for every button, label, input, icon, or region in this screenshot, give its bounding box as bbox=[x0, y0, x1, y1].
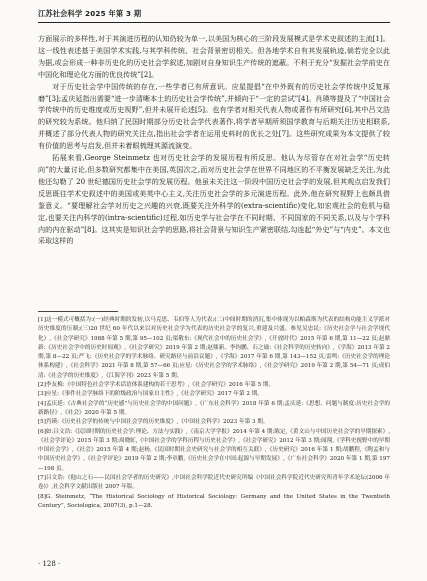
footnote: [2]李友梅:《中国特色社会学学术话语体系建构的若干思考》,《社会学研究》2016 年第 5 期。 bbox=[38, 382, 275, 389]
document-page bbox=[38, 0, 390, 581]
footnote: [3]应星:《事件社会学脉络下的阶级政治与国家自主性》,《社会学研究》2017 年第 2 期。 bbox=[38, 391, 263, 398]
footnote-rule bbox=[38, 311, 118, 312]
body-text bbox=[38, 33, 390, 247]
footnote: [6]如:吕文浩:《民国时期的历史社会学:理论、方法与实践》,《南京大学学报》2014 年第 4 期;陈定,《黄文山与中国历史社会学的早期探索》,《社会学评论》2015 年第 3 期;周晓虹,《中国社会学的学科历程与历史社会学》,《社会学研究》2012 年第 3 期;闻翔,《学科史视野中的早期中国社会学》,《社会》2015 年第 4 期;赵杨,《民国时期社会史研究与社会学的相互关联》,《历史研究》2016 年第 1 期;胡鹏程,《陶孟和与中国历史社会学》,《社会学评论》2019 年第 2 期;李章鹏,《历史社会学在中国:起源与早期发展》,《广东社会科学》2020 年第 1 期,第 197—198 页。 bbox=[38, 428, 390, 472]
footnote: [4]孟庆延:《古典社会学的“历史感”与历史社会学的中国问题》,《广东社会科学》2018 年第 6 期;孟庆延:《思想、问题与制度:历史社会学的新路径》,《社会》2020 年第 5 期。 bbox=[38, 400, 390, 416]
body-paragraph: 拓展来看,George Steinmetz 也对历史社会学的发展历程有所反思。他认为尽管存在对社会学“历史转向”的大量讨论,但多数研究都集中在美国,英国次之,而对历史社会学在世界不同地区的不平衡发展缺乏关注,为此他还勾勒了 20 世纪德国历史社会学的发展历程。他虽未关注这一阶段中国历史社会学的发展,但其观点启发我们反思既往学术史叙述中的美国或美英中心主义,关注历史社会学的多元演进历程。此外,他在研究视野上也颇具借鉴意义。“要理解社会学对历史之兴趣的兴衰,既要关注外科学的(extra-scientific)变化,如宏观社会的危机与稳定,也要关注内科学的(intra-scientific)过程,如历史学与社会学在不同时期、不同国家的不同关系,以及与个学科内的内在驱动”[8]。这其实是知识社会学的思路,将社会背景与知识生产紧密联结,勾连起“外史”与“内史”。本文也采取这样的 bbox=[38, 153, 390, 246]
footnote: [1]这一模式可概括为:(一)经典时期的发轫,以马克思、韦伯等人为代表;(二)中间时期的消沉,集中体现为以帕森斯为代表的结构功能主义学派对历史维度的压制;(三)20 世纪 60 年代以来以对历史社会学为代表的历史社会学的复兴,重建及兴盛。参见吴忠民:《历史社会学与社会学现代化》,《社会学研究》1988 年第 5 期,第 95—102 页;渠敬东:《现代社会中的历史社会学》,《开放时代》2015 年第 6 期,第 11—22 页;赵鼎新:《历史社会学中的历史时间观》,《社会学研究》2019 年第 2 期;赵鼎新、李钧鹏、石之瑜:《社会科学的历史转向》,《学海》2013 年第 2 期,第 8—22 页;严飞:《历史社会学的学术脉络、研究路径与前沿议题》,《学海》2017 年第 6 期,第 143—152 页;雷鸣:《历史社会学的理论体系构建》,《社会科学》2021 年第 8 期,第 57—66 页;应星:《历史社会学的学术脉络》,《社会学研究》2019 年第 2 期,第 54—71 页;成伯清:《社会学的历史维度》,《江海学刊》2023 年第 5 期。 bbox=[38, 317, 390, 379]
footnote: [7]吕文浩:《他山之石——民国社会学者的历史研究》,中国社会科学院近代史研究所编《中国社会科学院近代史研究所青年学术论坛(2006 年卷)》,社会科学文献出版社 2007 年版。 bbox=[38, 475, 390, 491]
footnotes bbox=[38, 316, 390, 511]
footnote: [5]肖瑛:《历史社会学的传统与中国社会学的历史维度》,《中国社会科学》2023 年第 3 期。 bbox=[38, 419, 269, 426]
body-paragraph: 方面展示的多样性,对于其演进历程的认知仍较为单一,以美国为核心的三阶段发展模式是学术史叙述的主流[1]。这一线性表述基于美国学术实践,与其学科传统、社会背景密切相关。但各地学术自有其发展轨迹,倘若完全以此为据,或会形成一种非历史化的历史社会学叙述,加剧对自身知识生产传统的遮蔽。不利于充分“发掘社会学前史在中国化和理论化方面的优良传统”[2]。 bbox=[38, 34, 390, 79]
body-paragraph: 对于历史社会学中国传统的存在,一些学者已有所意识。应星提倡“在中外既有的历史社会学传统中反复琢磨”[3];孟庆延指出需要“进一步清晰本土的历史社会学传统”,并倾向于“一定的尝试”[4]。肖瑛等提及了“中国社会学传统中的历史维度或历史视野”,但并未展开论述[5]。也有学者对相关代表人物或著作有所研究[6],其中吕文浩的研究较为系统。他归纳了民国时期部分历史社会学代表著作,将学者早期所须国学教育与后期关注历史相联系,并概述了部分代表人物的研究关注点,指出社会学者在运用史料时的优长之处[7]。这些研究成果为本文提供了较有价值的思考与启发,但并未着眼梳理其源流演变。 bbox=[38, 81, 390, 151]
footnote: [8]G. Steinmetz, “The Historical Sociology of Historical Sociology: Germany and the United States in the Twentieth Century”, Sociologica, 2007(3), p.1—28. bbox=[38, 493, 390, 509]
running-header: 江苏社会科学 2025 年第 3 期 bbox=[38, 9, 390, 23]
page-number: · 128 · bbox=[38, 560, 61, 568]
